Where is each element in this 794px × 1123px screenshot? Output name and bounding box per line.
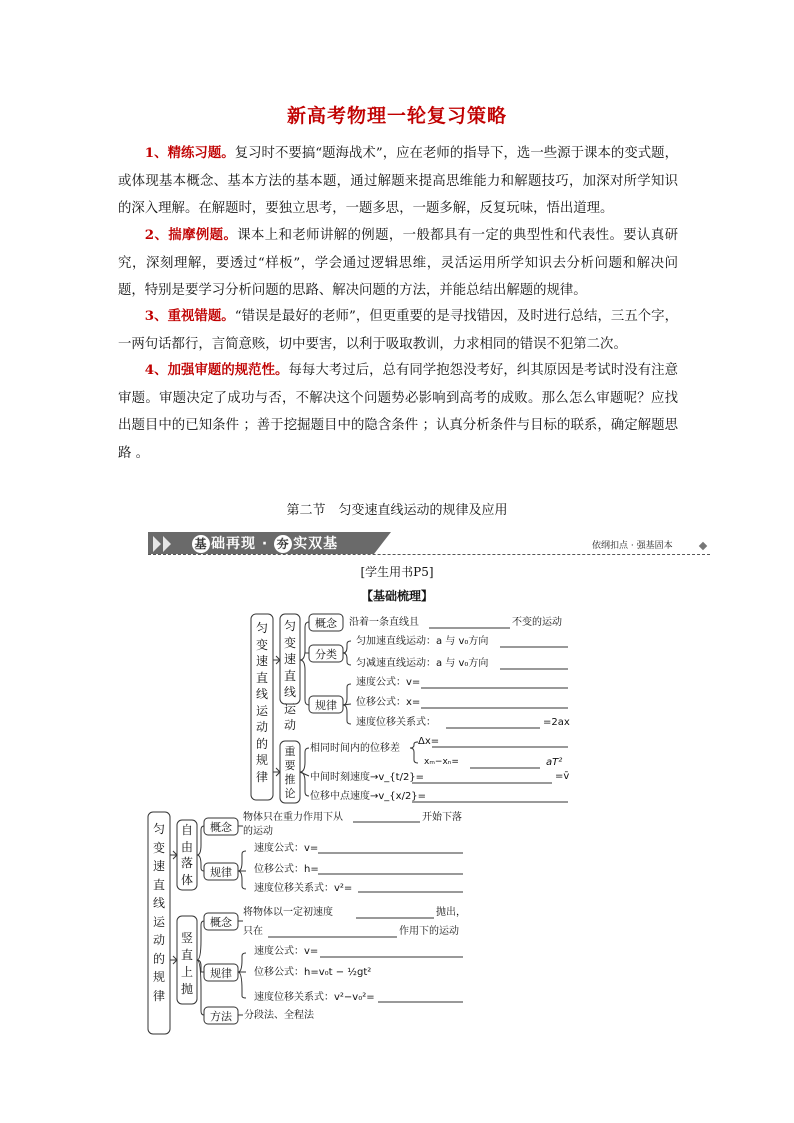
ff-rule-1: 速度公式：v= [254, 843, 319, 854]
up-rule-1: 速度公式：v= [254, 946, 319, 957]
page-title: 新高考物理一轮复习策略 [286, 105, 507, 127]
inference-2: 中间时刻速度→v_{t/2}= [310, 772, 425, 783]
ff-concept-label: 概念 [210, 821, 232, 834]
up-concept-b: 抛出， [436, 907, 466, 918]
section-title: 第二节 匀变速直线运动的规律及应用 [286, 503, 508, 518]
paragraph-keyword: 4、加强审题的规范性。 [144, 362, 289, 378]
ff-concept-a: 物体只在重力作用下从 [243, 812, 343, 823]
paragraph-text: 课本上和老师讲解的例题，一般都具有一定的典型性和代表性。要认真研究，深刻理解，要透过“样板”，学会通过逻辑思维，灵活运用所学知识去分析问题和解决问题，特别是要学习分析问题的思路、解决问题的方法，并能总结出解题的规律。 [118, 228, 678, 298]
banner-circle-char: 基 [192, 535, 210, 553]
inference-2b: =v̄ [555, 771, 570, 782]
inference-1c: aT² [546, 757, 563, 768]
paragraph-keyword: 3、重视错题。 [144, 308, 235, 324]
banner-text-1: 础再现 [211, 536, 256, 552]
section-heading: 【基础梳理】 [360, 589, 433, 603]
method-text: 分段法、全程法 [244, 1010, 314, 1021]
root-label-2: 匀变速直线运动的规律 [152, 822, 165, 1003]
freefall-label: 自由落体 [180, 823, 193, 887]
concept-label: 概念 [315, 617, 337, 630]
banner-subtitle: 依纲扣点 · 强基固本 [592, 541, 673, 551]
up-concept-d: 作用下的运动 [399, 926, 459, 937]
ff-concept-b: 开始下落 [422, 812, 462, 823]
classify-1: 匀加速直线运动：a 与 v₀方向 [356, 636, 489, 647]
banner-circle-char: 夯 [274, 535, 292, 553]
paragraph-text: 每每大考过后，总有同学抱怨没考好，纠其原因是考试时没有注意审题。审题决定了成功与否，不解决这个问题势必影响到高考的成败。那么怎么审题呢？应找出题目中的已知条件 ；善于挖掘题目中的隐含条件 ；认真分析条件与目标的联系，确定解题思路 。 [118, 363, 678, 461]
up-rule-label: 规律 [210, 967, 232, 980]
up-rule-2: 位移公式：h=v₀t − ½gt² [254, 967, 372, 978]
rule-1: 速度公式：v= [356, 677, 421, 688]
method-label: 方法 [210, 1010, 232, 1023]
inference-label: 重要推论 [284, 745, 296, 800]
book-reference: [学生用书P5] [360, 565, 434, 579]
root-label: 匀变速直线运动的规律 [255, 621, 268, 784]
inference-1a: Δx= [418, 736, 440, 747]
concept-text-b: 不变的运动 [512, 617, 562, 628]
uniform-label: 匀变速直线运动 [283, 619, 296, 732]
up-label: 竖直上抛 [180, 931, 193, 996]
banner-text-2: 实双基 [293, 536, 339, 552]
inference-1: 相同时间内的位移差 [310, 743, 400, 754]
ff-concept-c: 的运动 [243, 826, 273, 837]
ff-rule-2: 位移公式：h= [254, 864, 319, 875]
up-concept-label: 概念 [210, 916, 232, 929]
banner-dot: · [261, 536, 269, 552]
paragraph-keyword: 2、揣摩例题。 [144, 227, 238, 243]
ff-rule-3: 速度位移关系式：v²= [254, 883, 353, 894]
rule-3a: 速度位移关系式： [356, 717, 436, 728]
rule-3b: =2ax [543, 717, 570, 728]
paragraph-text: 复习时不要搞“题海战术”，应在老师的指导下，选一些源于课本的变式题，或体现基本概念、基本方法的基本题，通过解题来提高思维能力和解题技巧，加深对所学知识的深入理解。在解题时，要独立思考，一题多思，一题多解，反复玩味，悟出道理。 [118, 146, 678, 216]
up-concept-c: 只在 [243, 926, 263, 937]
up-concept-a: 将物体以一定初速度 [243, 907, 333, 918]
classify-label: 分类 [315, 648, 337, 661]
inference-1b: xₘ−xₙ= [424, 757, 459, 767]
inference-3: 位移中点速度→v_{x/2}= [310, 791, 427, 802]
concept-text-a: 沿着一条直线且 [349, 617, 419, 628]
ff-rule-label: 规律 [210, 866, 232, 879]
up-rule-3: 速度位移关系式：v²−v₀²= [254, 992, 375, 1003]
paragraph-text: “错误是最好的老师”，但更重要的是寻找错因，及时进行总结，三五个字，一两句话都行，言简意赅，切中要害，以利于吸取教训，力求相同的错误不犯第二次。 [118, 309, 678, 352]
paragraph-keyword: 1、精练习题。 [144, 145, 235, 161]
classify-2: 匀减速直线运动：a 与 v₀方向 [356, 658, 489, 669]
rule-label: 规律 [315, 699, 337, 712]
rule-2: 位移公式：x= [356, 697, 421, 708]
